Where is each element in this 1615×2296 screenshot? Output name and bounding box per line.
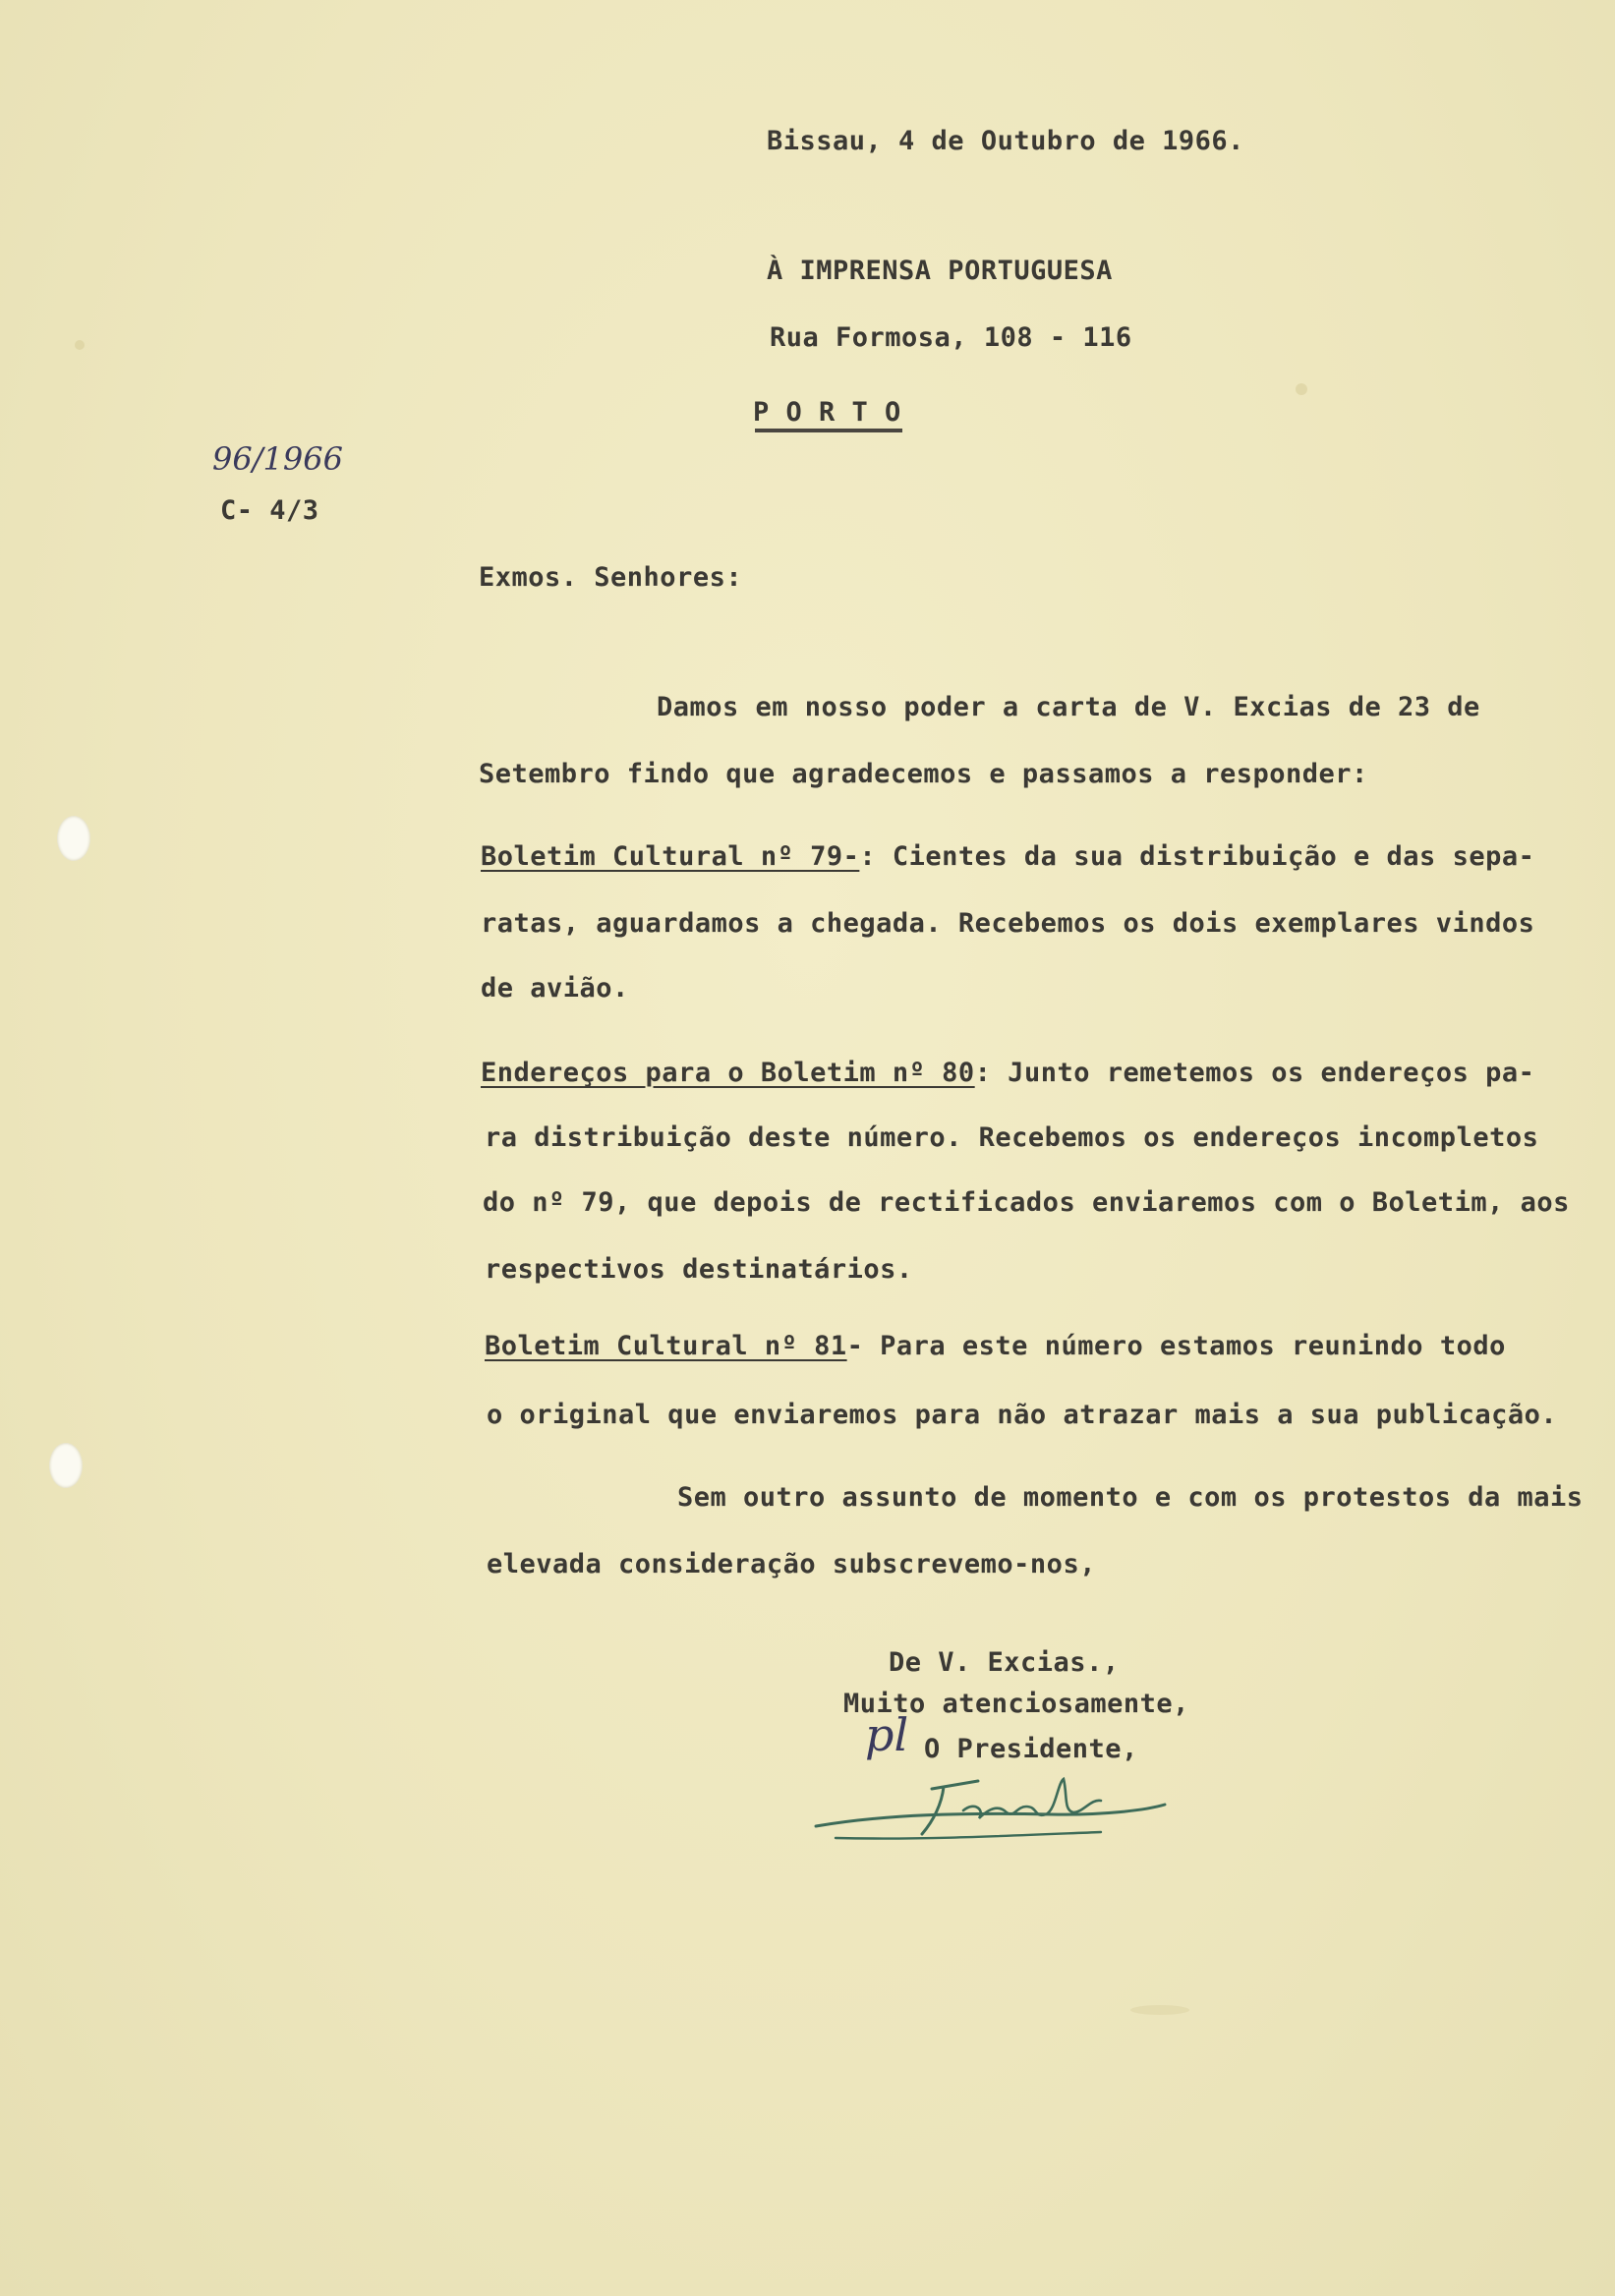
section-line: respectivos destinatários. [485, 1254, 913, 1285]
section-text: - Para este número estamos reunindo todo [846, 1331, 1506, 1361]
section-line: o original que enviaremos para não atrazar mais a sua publicação. [487, 1400, 1558, 1430]
paper-stain [1130, 2005, 1189, 2015]
intro-line-2: Setembro findo que agradecemos e passamos a responder: [479, 759, 1368, 789]
section-line: ratas, aguardamos a chegada. Recebemos os dois exemplares vindos [481, 908, 1535, 939]
letter-date: Bissau, 4 de Outubro de 1966. [767, 126, 1244, 156]
recipient-name: À IMPRENSA PORTUGUESA [767, 256, 1113, 286]
section-boletim-81 [485, 1331, 1506, 1361]
signature-initials: pl [865, 1708, 909, 1761]
signature-title: O Presidente, [924, 1734, 1138, 1764]
closing-line-1: Sem outro assunto de momento e com os protestos da mais [677, 1482, 1584, 1513]
punch-hole-top [57, 816, 90, 861]
signature-line-1: De V. Excias., [889, 1647, 1120, 1678]
punch-hole-bottom [49, 1443, 83, 1488]
section-enderecos-80 [481, 1058, 1534, 1088]
section-boletim-79 [481, 841, 1534, 872]
recipient-address: Rua Formosa, 108 - 116 [770, 322, 1132, 353]
intro-line-1: Damos em nosso poder a carta de V. Excias de 23 de [657, 692, 1480, 722]
city-underline [755, 429, 902, 432]
section-line: ra distribuição deste número. Recebemos os endereços incompletos [485, 1122, 1539, 1153]
section-heading: Boletim Cultural nº 79- [481, 841, 860, 872]
section-heading: Boletim Cultural nº 81 [485, 1331, 847, 1361]
closing-line-2: elevada consideração subscrevemo-nos, [487, 1549, 1096, 1579]
salutation: Exmos. Senhores: [479, 562, 743, 593]
recipient-city: P O R T O [753, 397, 901, 428]
paper-stain [1296, 383, 1307, 395]
handwritten-signature [806, 1750, 1180, 1858]
section-line: do nº 79, que depois de rectificados enviaremos com o Boletim, aos [483, 1187, 1570, 1218]
section-line: de avião. [481, 973, 629, 1004]
section-text: : Junto remetemos os endereços pa- [974, 1058, 1535, 1088]
file-code: C- 4/3 [220, 495, 319, 526]
signature-line-2: Muito atenciosamente, [843, 1689, 1189, 1719]
section-heading: Endereços para o Boletim nº 80 [481, 1058, 975, 1088]
section-text: : Cientes da sua distribuição e das sepa- [859, 841, 1535, 872]
reference-number: 96/1966 [212, 440, 343, 478]
paper-stain [75, 340, 85, 350]
